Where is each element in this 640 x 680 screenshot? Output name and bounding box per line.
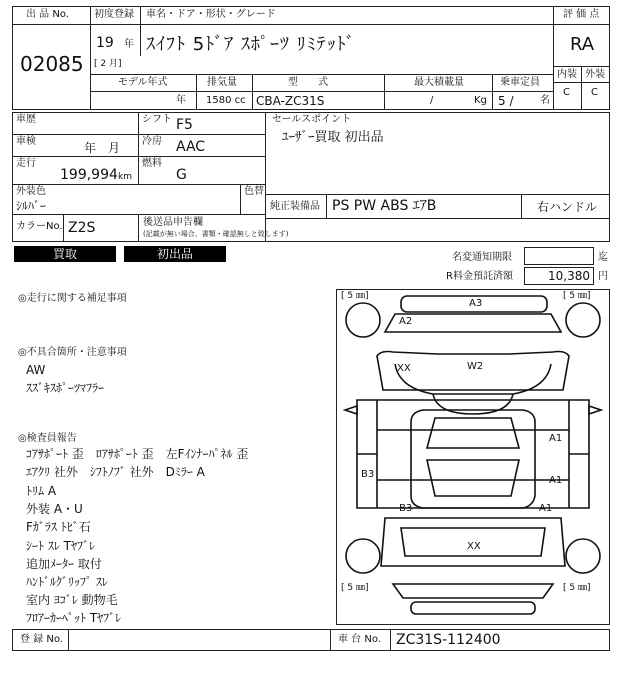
reg-month: [ 2 月] [94, 59, 122, 69]
handle-value: 右ハンドル [537, 200, 598, 214]
inspector-line: 外装 A・U [26, 502, 83, 516]
recycle-value: 10,380 [548, 269, 590, 283]
capacity-unit: 名 [540, 95, 550, 106]
reg-no-label: 登 録 No. [20, 634, 63, 645]
fuel-label: 燃料 [142, 158, 162, 169]
inspector-line: ｼｰﾄ ｽﾚ Tﾔﾌﾞﾚ [26, 539, 95, 553]
tire-depth-fr: [ 5 ㎜] [563, 291, 591, 301]
history-label: 車歴 [16, 114, 36, 125]
reg-year-unit: 年 [124, 39, 134, 50]
capacity-value: 5 / [498, 94, 514, 108]
max-load-unit: Kg [474, 95, 487, 106]
displacement-label: 排気量 [207, 77, 237, 88]
color-no-value: Z2S [68, 220, 96, 236]
type-code: CBA-ZC31S [256, 94, 325, 108]
damage-mark: A1 [549, 433, 563, 444]
fuel-value: G [176, 167, 187, 183]
inspector-line: ﾄﾘﾑ A [26, 484, 57, 498]
capacity-label: 乗車定員 [500, 77, 540, 88]
model-label: 車名・ドア・形状・グレード [146, 9, 276, 20]
car-name: ｽｲﾌﾄ 5ﾄﾞｱ ｽﾎﾟｰﾂ ﾘﾐﾃｯﾄﾞ [146, 34, 356, 55]
defect-line: AW [26, 363, 46, 377]
color-no-label: カラーNo. [16, 221, 63, 232]
genuine-value: PS PW ABS ｴｱB [332, 198, 437, 214]
damage-mark: XX [467, 541, 481, 552]
chassis-label: 車 台 No. [338, 634, 381, 645]
defect-line: ｽｽﾞｷｽﾎﾟｰﾂﾏﾌﾗｰ [26, 381, 105, 395]
rating-value: RA [570, 34, 595, 55]
tag-buyback: 買取 [14, 246, 116, 262]
name-change-label: 名変通知期限 [452, 252, 512, 263]
name-change-unit: 迄 [598, 252, 608, 263]
sales-point-value: ﾕｰｻﾞｰ買取 初出品 [282, 130, 384, 145]
tag-first-listing: 初出品 [124, 246, 226, 262]
car-diagram [336, 289, 610, 625]
lot-no-label: 出 品 No. [26, 9, 69, 20]
lot-no: 02085 [20, 52, 84, 76]
inspector-title: ◎検査員報告 [18, 433, 77, 444]
interior-label: 内装 [557, 69, 577, 80]
recycle-unit: 円 [598, 271, 608, 282]
damage-mark: XX [397, 363, 411, 374]
inspector-line: ｴｱｸﾘ 社外 ｼﾌﾄﾉﾌﾞ 社外 Dﾐﾗｰ A [26, 465, 205, 479]
damage-mark: A1 [539, 503, 553, 514]
first-reg-label: 初度登録 [94, 9, 134, 20]
mileage-value: 199,994 [60, 167, 118, 183]
tire-depth-fl: [ 5 ㎜] [341, 291, 369, 301]
recycle-label: R料金預託済額 [446, 271, 513, 282]
damage-mark: A2 [399, 316, 413, 327]
mileage-unit: km [118, 172, 132, 182]
shift-value: F5 [176, 117, 193, 133]
footer-frame [12, 629, 610, 651]
defects-title: ◎不具合箇所・注意事項 [18, 347, 127, 358]
post-docs-note: (記載が無い場合、書類・確認無しと致します) [143, 230, 289, 238]
genuine-label: 純正装備品 [270, 201, 320, 212]
post-docs-label: 後送品申告欄 [143, 217, 203, 228]
driving-notes-title: ◎走行に関する補足事項 [18, 293, 127, 304]
inspector-line: ｺｱｻﾎﾟｰﾄ 歪 ﾛｱｻﾎﾟｰﾄ 歪 左Fｲﾝﾅｰﾊﾟﾈﾙ 歪 [26, 447, 249, 461]
inspection-value: 年 月 [84, 141, 121, 155]
damage-mark: A1 [549, 475, 563, 486]
color-label: 外装色 [16, 186, 46, 197]
reg-year: 19 [96, 35, 114, 51]
model-year-unit: 年 [176, 95, 186, 106]
name-change-box [524, 247, 594, 265]
inspector-line: Fｶﾞﾗｽ ﾄﾋﾞ石 [26, 520, 91, 534]
repaint-label: 色替 [244, 186, 264, 197]
max-load-slash: / [430, 95, 434, 106]
exterior-label: 外装 [585, 69, 605, 80]
tire-depth-rr: [ 5 ㎜] [563, 583, 591, 593]
exterior-grade: C [591, 87, 598, 98]
ac-label: 冷房 [142, 136, 162, 147]
interior-grade: C [563, 87, 570, 98]
rating-label: 評 価 点 [563, 9, 600, 20]
model-year-label: モデル年式 [118, 77, 168, 88]
damage-mark: A3 [469, 298, 483, 309]
inspection-label: 車検 [16, 136, 36, 147]
max-load-label: 最大積載量 [414, 77, 464, 88]
inspector-line: ﾌﾛｱｰｶｰﾍﾟｯﾄ Tﾔﾌﾞﾚ [26, 611, 122, 625]
inspector-line: ﾊﾝﾄﾞﾙｸﾞﾘｯﾌﾟ ｽﾚ [26, 575, 108, 589]
damage-mark: W2 [467, 361, 484, 372]
color-value: ｼﾙﾊﾞｰ [16, 199, 47, 213]
tire-depth-rl: [ 5 ㎜] [341, 583, 369, 593]
ac-value: AAC [176, 139, 206, 155]
displacement-value: 1580 cc [206, 95, 246, 106]
type-label: 型 式 [288, 77, 328, 88]
shift-label: シフト [142, 114, 172, 125]
damage-mark: B3 [361, 469, 375, 480]
car-outline [337, 290, 609, 624]
chassis-value: ZC31S-112400 [396, 632, 501, 648]
sales-point-label: セールスポイント [272, 114, 352, 125]
inspector-line: 室内 ﾖｺﾞﾚ 動物毛 [26, 593, 118, 607]
mileage-label: 走行 [16, 158, 36, 169]
inspector-line: 追加ﾒｰﾀｰ 取付 [26, 557, 102, 571]
damage-mark: B3 [399, 503, 413, 514]
